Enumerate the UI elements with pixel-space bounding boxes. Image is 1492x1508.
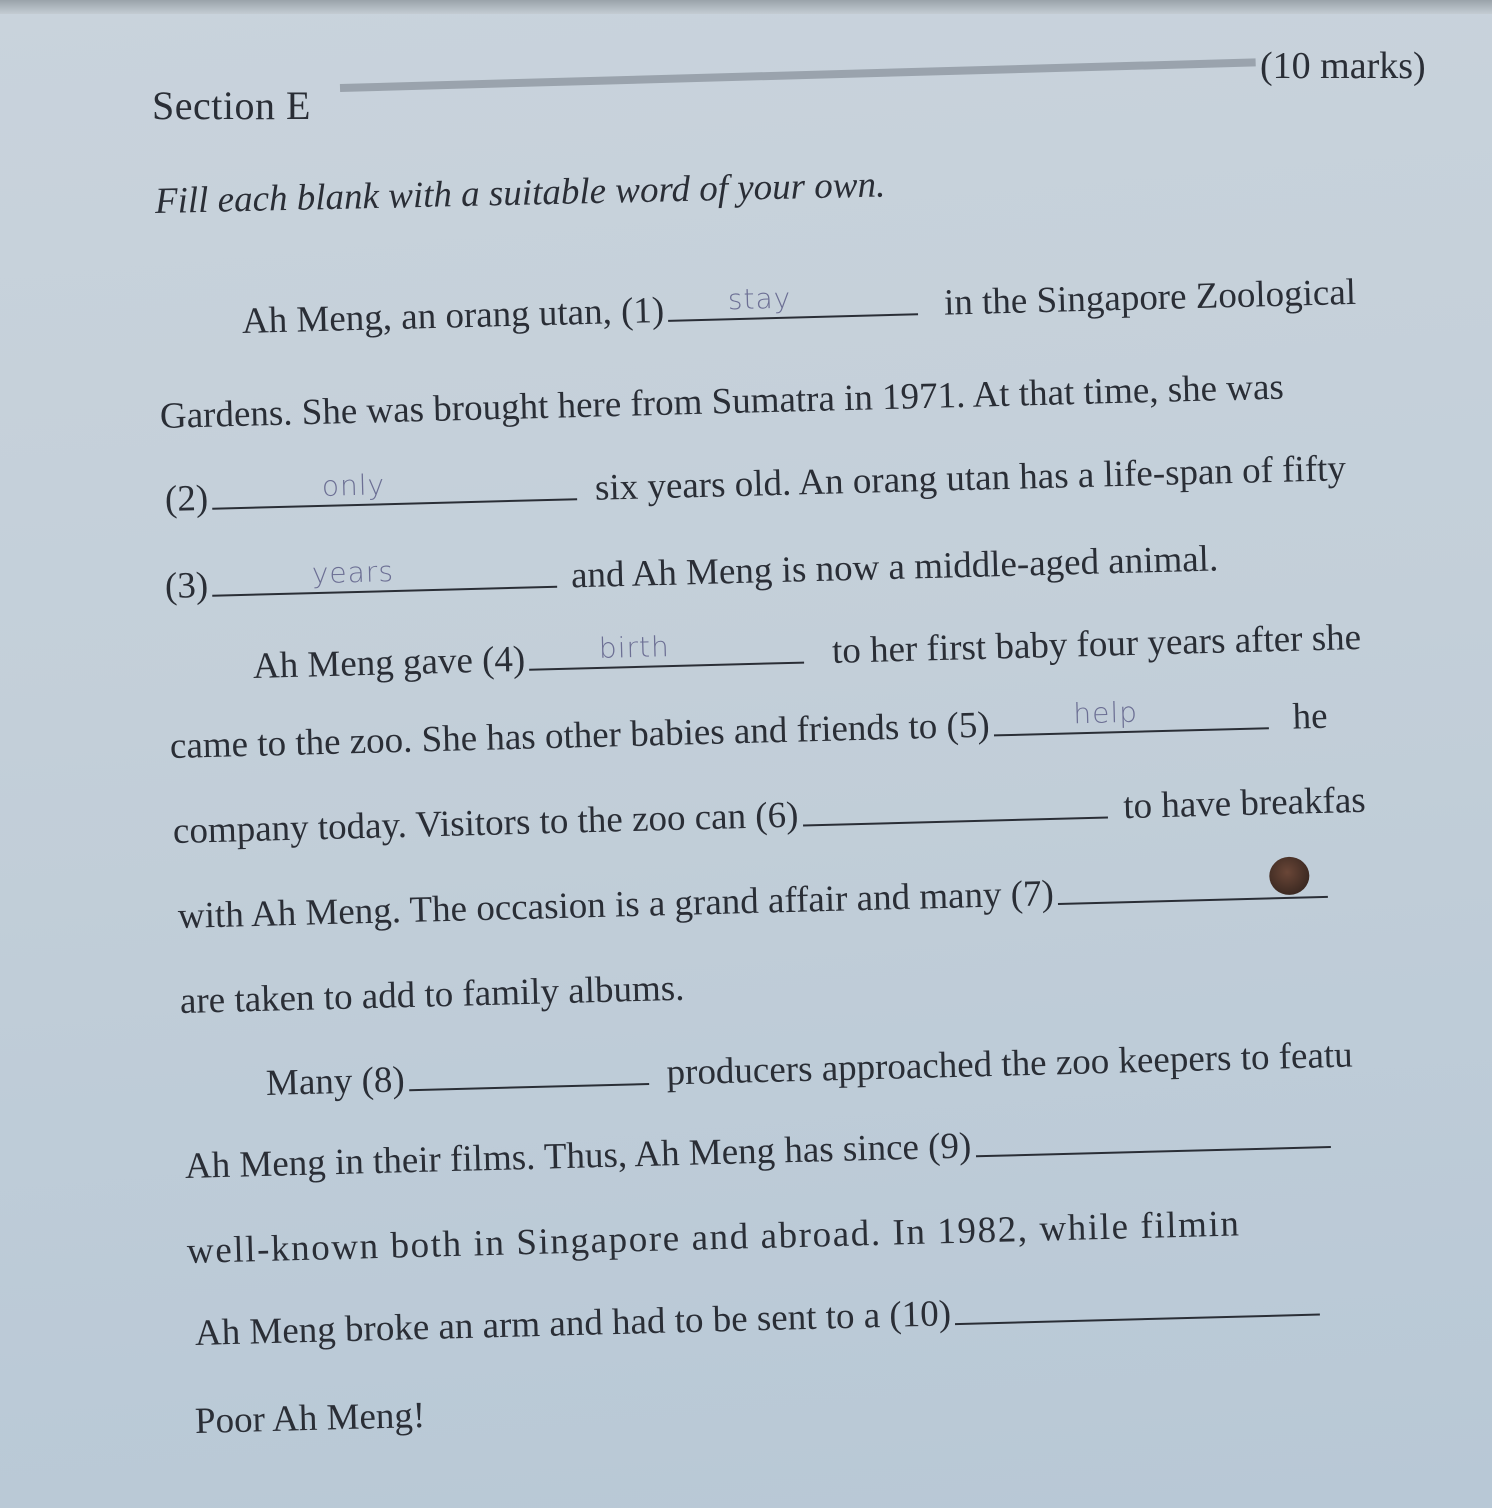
passage-text: came to the zoo. She has other babies and friends to (5) [169,704,991,767]
passage-text: to have breakfas [1122,779,1367,828]
passage-text: Ah Meng broke an arm and had to be sent to a (10) [194,1293,952,1354]
passage-line-p2-5 [179,967,684,1023]
passage-text: Gardens. She was brought here from Sumatra in 1971. At that time, she was [159,366,1285,437]
passage-text: in the Singapore Zoological [943,271,1357,324]
blank-1[interactable] [668,283,919,322]
section-divider [340,58,1256,92]
passage-text: Ah Meng in their films. Thus, Ah Meng has since (9) [184,1125,972,1187]
blank-6[interactable] [802,787,1108,827]
passage-text: producers approached the zoo keepers to featu [666,1034,1354,1094]
instruction-text: Fill each blank with a suitable word of your own. [154,164,886,222]
passage-text: Ah Meng, an orang utan, (1) [241,289,665,342]
passage-line-p1-2 [159,366,1284,438]
blank-7[interactable] [1057,866,1328,905]
blank-5[interactable] [993,697,1269,736]
answer-3: years [311,555,395,591]
blank-10[interactable] [954,1284,1320,1326]
page-top-edge [0,0,1492,14]
passage-text: (3) [164,564,209,607]
blank-4[interactable] [529,632,805,671]
answer-4: birth [598,630,671,665]
passage-line-p3-1 [265,1034,1353,1105]
passage-text: six years old. An orang utan has a life-span of fifty [594,448,1347,509]
passage-text: Many (8) [265,1059,406,1104]
passage-line-p3-4 [194,1282,1324,1355]
passage-text: Ah Meng gave (4) [252,638,526,687]
passage-line-p2-4 [177,865,1332,938]
marks-label: (10 marks) [1260,45,1426,87]
ink-blot [1269,856,1310,895]
passage-text: with Ah Meng. The occasion is a grand affair and many (7) [177,873,1055,937]
answer-1: stay [727,281,792,317]
passage-line-p1-4 [164,537,1218,608]
passage-text: are taken to add to family albums. [179,967,685,1022]
passage-text: to her first baby four years after she [831,616,1362,672]
answer-5: help [1072,695,1139,731]
passage-text: (2) [164,477,209,520]
passage-line-p2-1 [252,616,1361,688]
section-title: Section E [152,83,311,128]
passage-line-p1-3 [164,447,1346,521]
passage-line-p2-3 [172,779,1366,853]
blank-2[interactable] [212,468,578,510]
passage-line-p3-5 [194,1394,425,1443]
answer-2: only [321,468,386,503]
passage-line-p3-2 [184,1115,1334,1188]
passage-text: he [1292,695,1328,738]
passage-text: and Ah Meng is now a middle-aged animal. [570,538,1219,597]
blank-8[interactable] [408,1053,649,1091]
blank-3[interactable] [212,556,558,597]
passage-text: company today. Visitors to the zoo can (6) [172,794,799,852]
passage-text: well-known both in Singapore and abroad. In 1982, while filmin [186,1203,1242,1272]
blank-9[interactable] [975,1116,1331,1157]
passage-line-p1-1 [241,271,1356,343]
passage-line-p3-3 [186,1202,1241,1273]
passage-text: Poor Ah Meng! [194,1394,426,1442]
passage-line-p2-2 [169,695,1328,768]
